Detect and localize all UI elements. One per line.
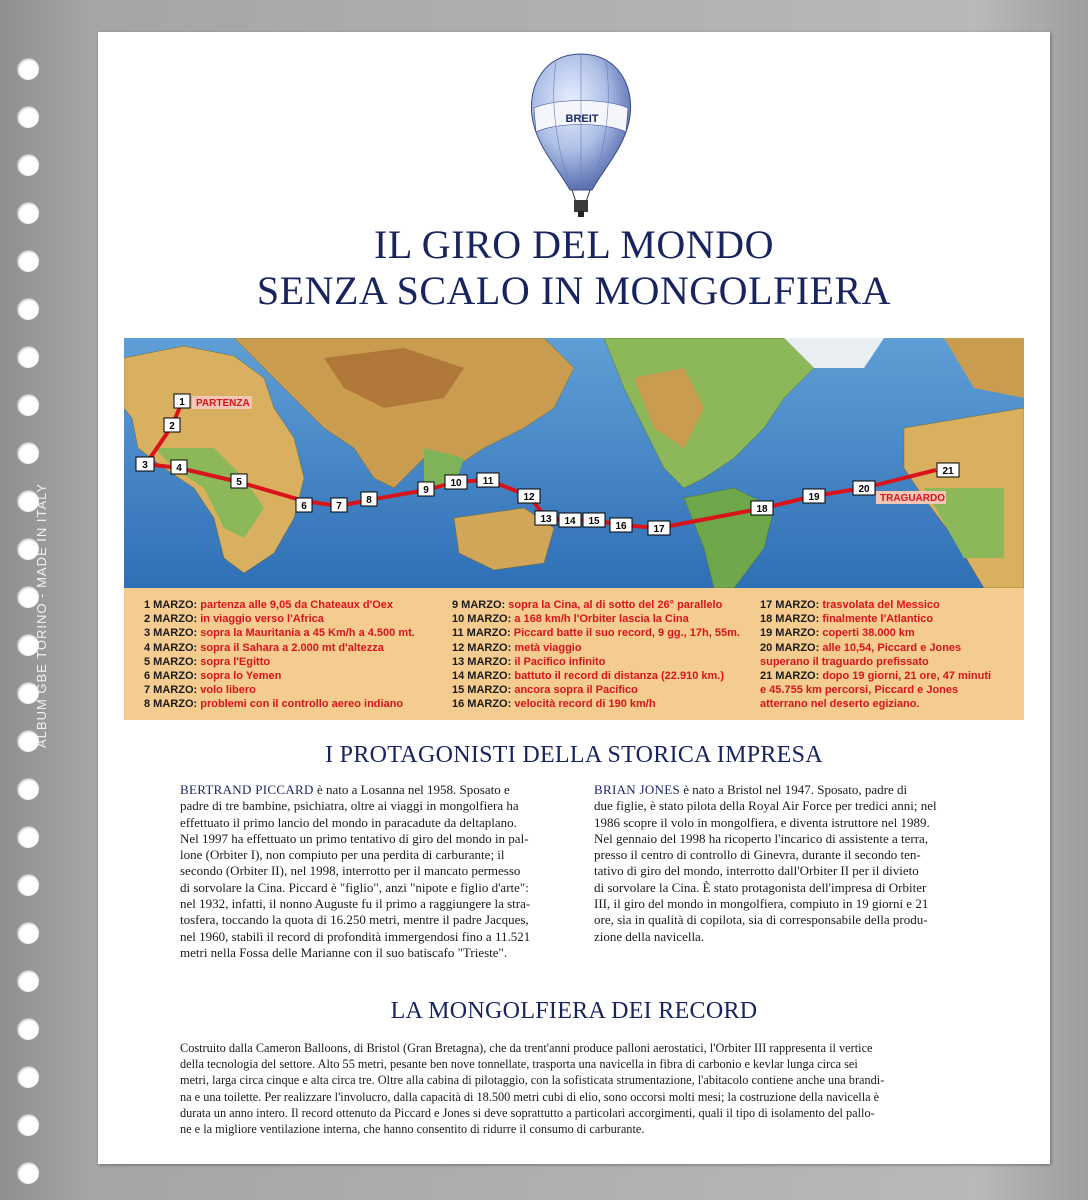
waypoint-14 xyxy=(559,513,581,527)
legend-entry: 6 MARZO: sopra lo Yemen xyxy=(144,670,282,683)
waypoint-1 xyxy=(174,394,190,408)
svg-text:3: 3 xyxy=(142,460,148,471)
binder-hole xyxy=(17,826,39,848)
waypoint-19 xyxy=(803,489,825,503)
legend-entry: 13 MARZO: il Pacifico infinito xyxy=(452,655,606,668)
binder-hole xyxy=(17,250,39,272)
waypoint-20 xyxy=(853,481,875,495)
legend-entry: 4 MARZO: sopra il Sahara a 2.000 mt d'altezza xyxy=(144,641,384,654)
svg-text:14: 14 xyxy=(564,516,576,527)
title-line-1: IL GIRO DEL MONDO xyxy=(374,222,774,267)
legend-entry: superano il traguardo prefissato xyxy=(760,655,929,668)
svg-text:13: 13 xyxy=(540,514,552,525)
binder-hole xyxy=(17,922,39,944)
route-legend xyxy=(124,588,1024,720)
waypoint-2 xyxy=(164,418,180,432)
legend-entry: atterrano nel deserto egiziano. xyxy=(760,698,920,711)
legend-entry: 8 MARZO: problemi con il controllo aereo indiano xyxy=(144,698,404,711)
legend-entry: 1 MARZO: partenza alle 9,05 da Chateaux d'Oex xyxy=(144,599,393,611)
binder-hole xyxy=(17,1018,39,1040)
waypoint-11 xyxy=(477,473,499,487)
svg-text:4: 4 xyxy=(176,463,182,474)
svg-text:9: 9 xyxy=(423,485,429,496)
svg-text:10: 10 xyxy=(450,478,462,489)
legend-entry: 16 MARZO: velocità record di 190 km/h xyxy=(452,698,656,711)
waypoint-17 xyxy=(648,521,670,535)
waypoint-12 xyxy=(518,489,540,503)
binder-hole xyxy=(17,778,39,800)
svg-text:15: 15 xyxy=(588,516,600,527)
legend-entry: 9 MARZO: sopra la Cina, al di sotto del 26° parallelo xyxy=(452,599,723,611)
svg-text:17: 17 xyxy=(653,524,665,535)
legend-entry: 19 MARZO: coperti 38.000 km xyxy=(760,627,915,640)
binder-hole xyxy=(17,970,39,992)
section-heading-protagonists: I PROTAGONISTI DELLA STORICA IMPRESA xyxy=(325,742,823,768)
svg-text:1: 1 xyxy=(179,397,185,408)
binder-hole xyxy=(17,874,39,896)
balloon-illustration xyxy=(526,50,636,220)
start-label xyxy=(192,396,252,409)
waypoint-5 xyxy=(231,474,247,488)
svg-text:21: 21 xyxy=(942,466,954,477)
legend-column-2 xyxy=(452,598,740,712)
legend-entry: 20 MARZO: alle 10,54, Piccard e Jones xyxy=(760,641,962,654)
balloon-brand-text: BREIT xyxy=(565,113,599,125)
waypoint-9 xyxy=(418,482,434,496)
legend-entry: 11 MARZO: Piccard batte il suo record, 9 gg., 17h, 55m. xyxy=(452,627,740,640)
legend-entry: 12 MARZO: metà viaggio xyxy=(452,641,582,654)
binder-hole xyxy=(17,58,39,80)
legend-entry: 3 MARZO: sopra la Mauritania a 45 Km/h a 4.500 mt. xyxy=(144,627,415,640)
waypoint-15 xyxy=(583,513,605,527)
svg-text:5: 5 xyxy=(236,477,242,488)
legend-entry: 14 MARZO: battuto il record di distanza (22.910 km.) xyxy=(452,670,725,683)
binder-hole xyxy=(17,298,39,320)
balloon-description: Costruito dalla Cameron Balloons, di Bristol (Gran Bretagna), che da trent'anni produce palloni aerostatici, l'Orbiter III rappresenta il vertice della tecnologia del settore. Alto 55 metri, pesante ben nove tonnellate, trasporta una navicella in fibra di carbonio e kevlar lunga circa sei metri, larga circa cinque e alta circa tre. Oltre alla cabina di pilotaggio, con la sofisticata strumentazione, l'abitacolo contiene anche una brandi- na e una toilette. Per realizzare l'involucro, dalla capacità di 18.500 metri cubi di elio, sono occorsi molti mesi; la costruzione della navicella è durata un anno intero. Il record ottenuto da Piccard e Jones si deve soprattutto a particolari accorgimenti, quali il tipo di isolamento del pallo- ne e la migliore ventilazione interna, che hanno consentito di ridurre il consumo di carburante. xyxy=(180,1041,885,1137)
svg-text:16: 16 xyxy=(615,521,627,532)
binder-hole xyxy=(17,1162,39,1184)
title-line-2: SENZA SCALO IN MONGOLFIERA xyxy=(256,268,892,313)
legend-entry: 18 MARZO: finalmente l'Atlantico xyxy=(760,613,934,626)
svg-text:11: 11 xyxy=(482,476,494,487)
binder-hole xyxy=(17,202,39,224)
binder-hole xyxy=(17,442,39,464)
legend-entry: 15 MARZO: ancora sopra il Pacifico xyxy=(452,684,638,697)
svg-text:6: 6 xyxy=(301,501,307,512)
binder-hole xyxy=(17,106,39,128)
binder-hole xyxy=(17,346,39,368)
legend-column-1 xyxy=(144,598,415,712)
binder-hole xyxy=(17,154,39,176)
waypoint-21 xyxy=(937,463,959,477)
waypoint-4 xyxy=(171,460,187,474)
finish-label xyxy=(876,491,946,504)
waypoint-16 xyxy=(610,518,632,532)
svg-text:TRAGUARDO: TRAGUARDO xyxy=(880,493,945,504)
waypoint-3 xyxy=(136,457,154,471)
svg-text:18: 18 xyxy=(756,504,768,515)
svg-text:8: 8 xyxy=(366,495,372,506)
binder-hole xyxy=(17,394,39,416)
svg-text:19: 19 xyxy=(808,492,820,503)
waypoint-6 xyxy=(296,498,312,512)
legend-column-3 xyxy=(760,598,991,712)
waypoint-10 xyxy=(445,475,467,489)
binder-hole xyxy=(17,1066,39,1088)
svg-text:7: 7 xyxy=(336,501,342,512)
route-map xyxy=(124,338,1024,588)
page-title xyxy=(98,222,1050,314)
legend-entry: 21 MARZO: dopo 19 giorni, 21 ore, 47 minuti xyxy=(760,670,992,683)
waypoint-7 xyxy=(331,498,347,512)
svg-text:2: 2 xyxy=(169,421,175,432)
piccard-biography: BERTRAND PICCARD è nato a Losanna nel 1958. Sposato e padre di tre bambine, psichiatra, oltre ai viaggi in mongolfiera ha effettuato il primo lancio del mondo in paracadute da deltaplano. Nel 1997 ha effettuato un primo tentativo di giro del mondo in pal- lone (Orbiter I), non compiuto per una perdita di carburante; il secondo (Orbiter II), nel 1998, interrotto per il mancato permesso di sorvolare la Cina. Piccard è "figlio", anzi "nipote e figlio d'arte": nel 1932, infatti, il nonno Auguste fu il primo a raggiungere la stra- tosfera, toccando la quota di 16.250 metri, mentre il padre Jacques, nel 1960, stabilì il record di profondità immergendosi fino a 11.521 metri nella Fossa delle Marianne con il suo batiscafo "Trieste". xyxy=(180,782,531,960)
binder-hole xyxy=(17,1114,39,1136)
svg-text:20: 20 xyxy=(858,484,870,495)
album-brand-text: ALBUM GBE TORINO - MADE IN ITALY xyxy=(34,482,49,748)
svg-text:PARTENZA: PARTENZA xyxy=(196,398,250,409)
legend-entry: 17 MARZO: trasvolata del Messico xyxy=(760,599,940,611)
legend-entry: 5 MARZO: sopra l'Egitto xyxy=(144,655,271,668)
legend-entry: 2 MARZO: in viaggio verso l'Africa xyxy=(144,613,324,626)
jones-name: BRIAN JONES xyxy=(594,782,681,797)
legend-entry: e 45.755 km percorsi, Piccard e Jones xyxy=(760,684,959,697)
piccard-name: BERTRAND PICCARD xyxy=(180,782,314,797)
jones-biography: BRIAN JONES è nato a Bristol nel 1947. Sposato, padre di due figlie, è stato pilota della Royal Air Force per tredici anni; nel 1986 scopre il volo in mongolfiera, e diventa istruttore nel 1989. Nel gennaio del 1998 ha ricoperto l'incarico di assistente a terra, presso il centro di controllo di Ginevra, durante il secondo ten- tativo di giro del mondo, interrotto dall'Orbiter II per il divieto di sorvolare la Cina. È stato protagonista dell'impresa di Orbiter III, il giro del mondo in mongolfiera, compiuto in 19 giorni e 21 ore, sia in qualità di copilota, sia di corresponsabile della produ- zione della navicella. xyxy=(594,782,937,944)
legend-entry: 10 MARZO: a 168 km/h l'Orbiter lascia la Cina xyxy=(452,613,689,626)
section-heading-record-balloon: LA MONGOLFIERA DEI RECORD xyxy=(390,998,758,1024)
album-sheet xyxy=(98,32,1050,1164)
waypoint-13 xyxy=(535,511,557,525)
waypoint-8 xyxy=(361,492,377,506)
waypoint-18 xyxy=(751,501,773,515)
svg-text:12: 12 xyxy=(523,492,535,503)
legend-entry: 7 MARZO: volo libero xyxy=(144,684,256,697)
